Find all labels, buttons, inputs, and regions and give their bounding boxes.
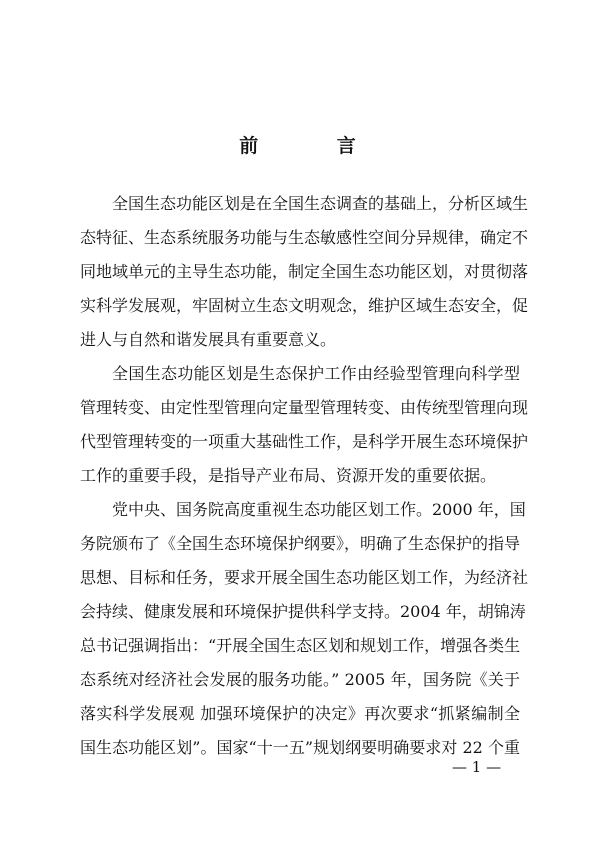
paragraph-line: 国生态功能区划”。国家“十一五”规划纲要明确要求对 22 个重 — [80, 738, 520, 757]
paragraph-line: 落实科学发展观 加强环境保护的决定》再次要求“抓紧编制全 — [80, 704, 520, 723]
paragraph-line: 实科学发展观，牢固树立生态文明观念，维护区域生态安全，促 — [80, 296, 529, 315]
paragraph-line: 代型管理转变的一项重大基础性工作，是科学开展生态环境保护 — [80, 432, 529, 451]
page-title: 前 言 — [239, 135, 392, 157]
paragraph-line: 态系统对经济社会发展的服务功能。” 2005 年，国务院《关于 — [80, 670, 520, 689]
paragraph-line: 思想、目标和任务，要求开展全国生态功能区划工作，为经济社 — [80, 568, 529, 587]
paragraph-line: 管理转变、由定性型管理向定量型管理转变、由传统型管理向现 — [80, 398, 529, 417]
paragraph-line: 务院颁布了《全国生态环境保护纲要》，明确了生态保护的指导 — [80, 534, 521, 553]
page-number: — 1 — — [452, 758, 502, 776]
paragraph-line: 态特征、生态系统服务功能与生态敏感性空间分异规律，确定不 — [80, 228, 529, 247]
paragraph-line: 全国生态功能区划是在全国生态调查的基础上，分析区域生 — [112, 194, 529, 213]
paragraph-line: 党中央、国务院高度重视生态功能区划工作。2000 年，国 — [112, 500, 526, 519]
paragraph-line: 同地域单元的主导生态功能，制定全国生态功能区划，对贯彻落 — [80, 262, 529, 281]
paragraph-line: 全国生态功能区划是生态保护工作由经验型管理向科学型 — [112, 364, 520, 383]
paragraph-line: 会持续、健康发展和环境保护提供科学支持。2004 年，胡锦涛 — [80, 602, 526, 621]
paragraph-line: 总书记强调指出：“开展全国生态区划和规划工作，增强各类生 — [80, 636, 521, 655]
paragraph-line: 工作的重要手段，是指导产业布局、资源开发的重要依据。 — [80, 466, 497, 485]
paragraph-line: 进人与自然和谐发展具有重要意义。 — [80, 330, 337, 349]
